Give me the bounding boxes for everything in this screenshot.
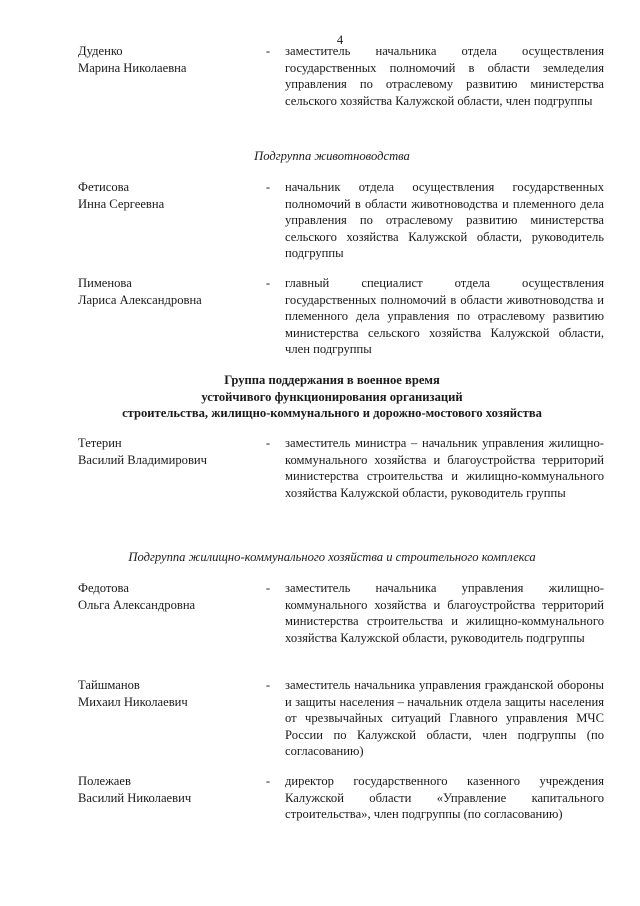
separator-dash: - (265, 774, 271, 788)
member-given-names: Василий Николаевич (78, 790, 192, 805)
page-number: 4 (336, 33, 344, 47)
member-given-names: Ольга Александровна (78, 597, 196, 612)
member-role: заместитель министра – начальник управления жилищно-коммунального хозяйства и благоустройства территорий министерства строительства и жилищно-коммунального хозяйства Калужской области, руководитель группы (285, 436, 604, 500)
subheading-livestock: Подгруппа животноводства (254, 149, 410, 163)
member-surname: Фетисова (78, 180, 130, 194)
member-name (78, 773, 258, 806)
member-given-names: Марина Николаевна (78, 60, 187, 75)
separator-dash: - (265, 180, 271, 194)
member-given-names: Лариса Александровна (78, 292, 202, 307)
group-title-line: строительства, жилищно-коммунального и дорожно-мостового хозяйства (122, 406, 542, 421)
member-role: начальник отдела осуществления государственных полномочий в области животноводства и племенного дела управления по отраслевому развитию министерства сельского хозяйства Калужской области, руководитель подгруппы (285, 180, 604, 261)
member-surname: Тетерин (78, 436, 122, 450)
separator-dash: - (265, 44, 271, 58)
member-role: директор государственного казенного учреждения Калужской области «Управление капитального строительства», член подгруппы (по согласованию) (285, 774, 604, 822)
subheading-housing: Подгруппа жилищно-коммунального хозяйства и строительного комплекса (128, 550, 536, 564)
separator-dash: - (265, 276, 271, 290)
member-role: главный специалист отдела осуществления государственных полномочий в области животноводства и племенного дела управления по отраслевому развитию министерства сельского хозяйства Калужской области, член подгруппы (285, 276, 604, 357)
group-title-line: Группа поддержания в военное время (224, 373, 440, 387)
member-name (78, 677, 258, 710)
member-surname: Полежаев (78, 774, 131, 788)
separator-dash: - (265, 436, 271, 450)
member-role: заместитель начальника управления жилищно-коммунального хозяйства и благоустройства территорий министерства строительства и жилищно-коммунального хозяйства Калужской области, руководитель подгруппы (285, 581, 604, 645)
member-surname: Тайшманов (78, 678, 140, 692)
member-name (78, 179, 258, 212)
member-surname: Дуденко (78, 44, 123, 58)
member-given-names: Инна Сергеевна (78, 196, 165, 211)
member-role: заместитель начальника управления гражданской обороны и защиты населения – начальник отдела защиты населения от чрезвычайных ситуаций Главного управления МЧС России по Калужской области, член подгруппы (по согласованию) (285, 678, 604, 759)
group-title-line: устойчивого функционирования организаций (201, 389, 463, 404)
member-name (78, 435, 258, 468)
member-surname: Федотова (78, 581, 129, 595)
member-name (78, 275, 258, 308)
separator-dash: - (265, 678, 271, 692)
separator-dash: - (265, 581, 271, 595)
member-role: заместитель начальника отдела осуществления государственных полномочий в области земледелия управления по отраслевому развитию министерства сельского хозяйства Калужской области, член подгруппы (285, 44, 604, 108)
member-name (78, 43, 258, 76)
member-given-names: Василий Владимирович (78, 452, 207, 467)
member-given-names: Михаил Николаевич (78, 694, 188, 709)
member-surname: Пименова (78, 276, 132, 290)
member-name (78, 580, 258, 613)
group-title (0, 372, 640, 422)
